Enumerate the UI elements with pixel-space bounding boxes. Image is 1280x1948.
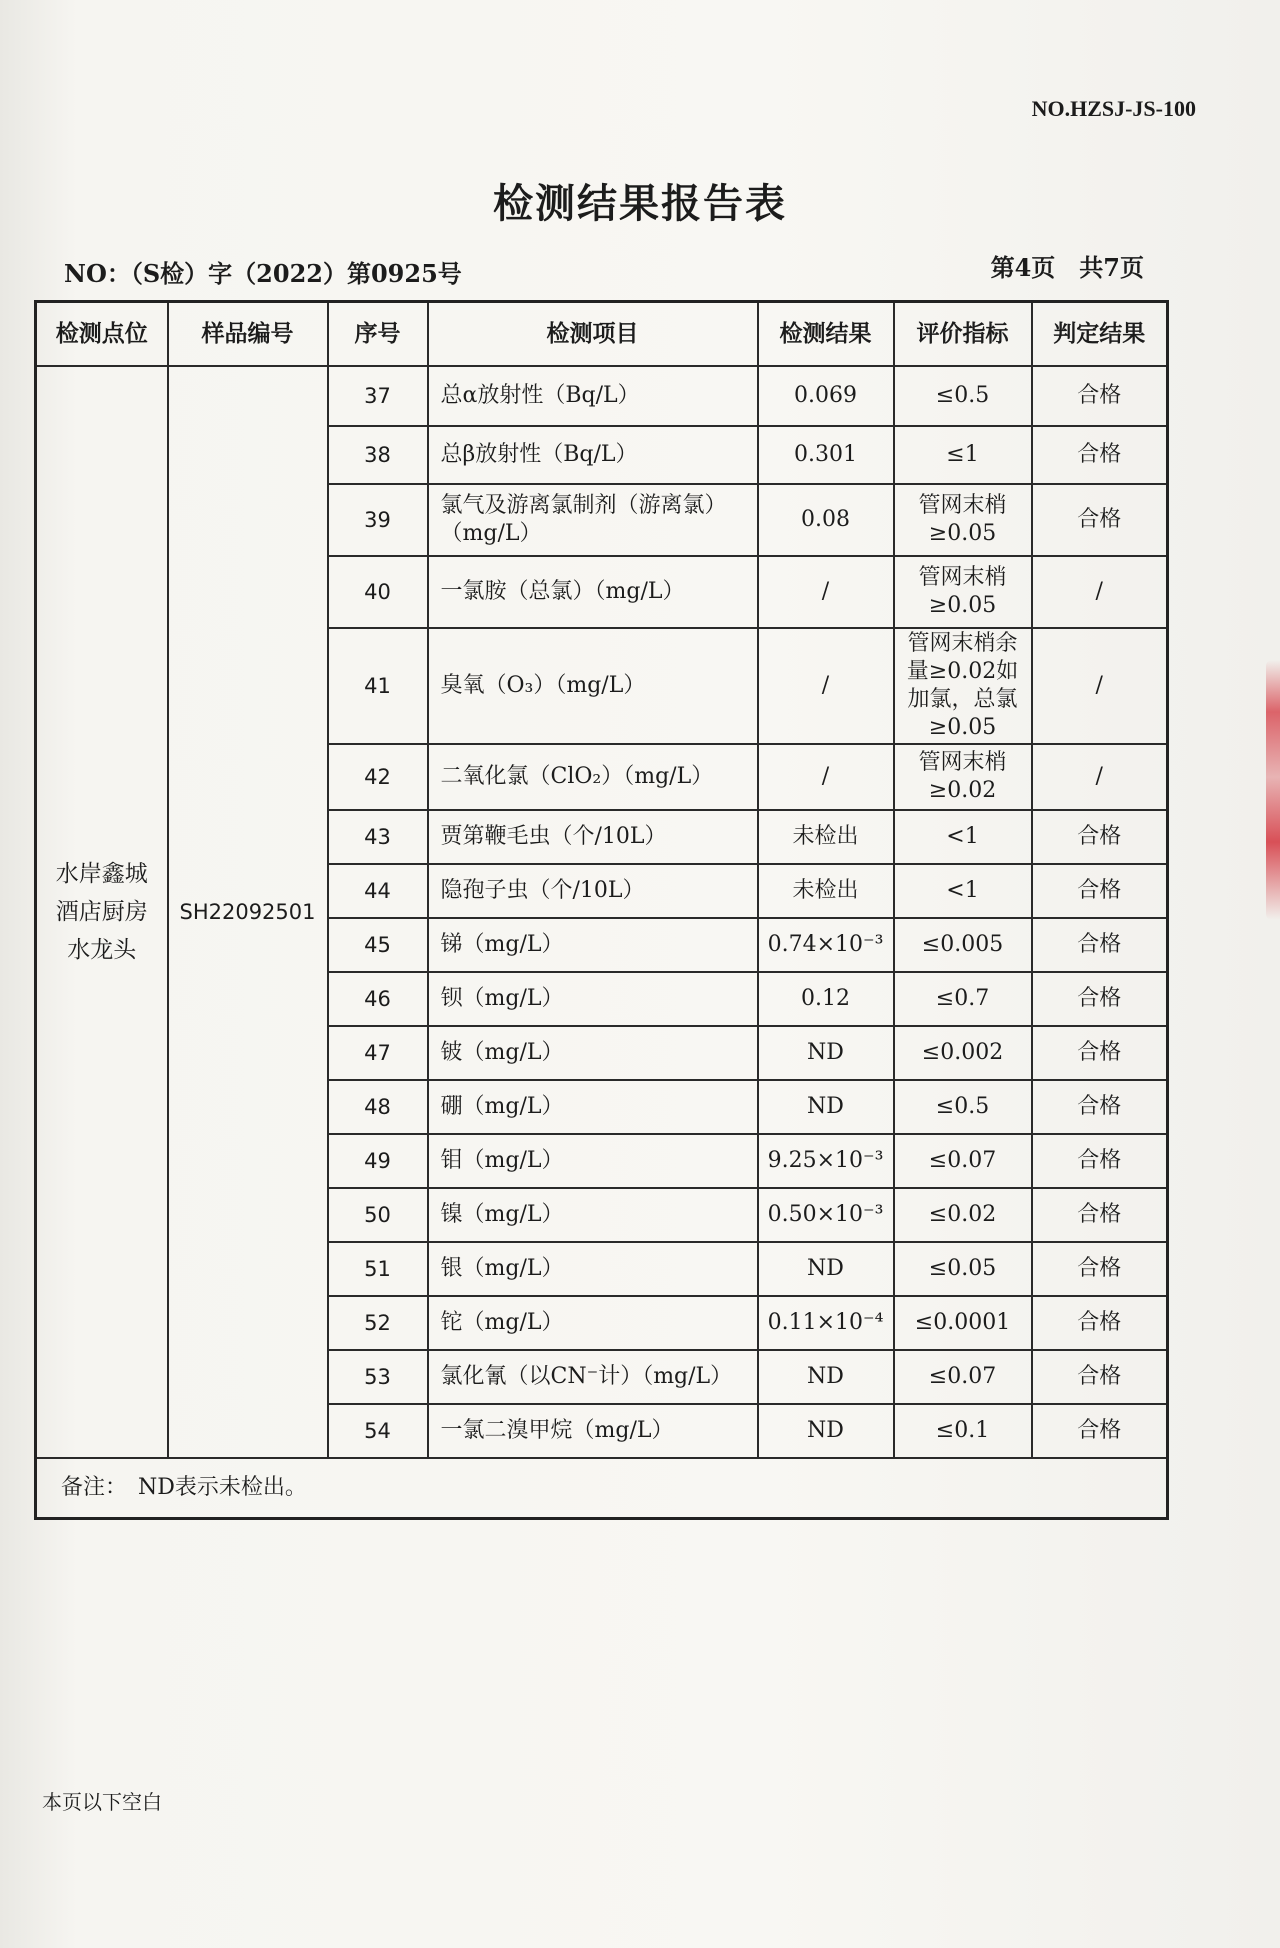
seq-cell: 40 [328, 556, 428, 628]
location-cell [36, 366, 168, 1458]
header-sample-id: 样品编号 [168, 302, 328, 367]
document-number: NO.HZSJ-JS-100 [1031, 96, 1196, 121]
footer-blank-note: 本页以下空白 [42, 1790, 162, 1814]
seq-cell: 49 [328, 1134, 428, 1188]
judgement-cell: 合格 [1032, 1188, 1168, 1242]
result-cell: ND [758, 1242, 894, 1296]
item-cell: 钼（mg/L） [428, 1134, 758, 1188]
table-row [36, 366, 1168, 426]
item-cell: 铊（mg/L） [428, 1296, 758, 1350]
standard-cell: ≤0.005 [894, 918, 1032, 972]
result-cell: 9.25×10⁻³ [758, 1134, 894, 1188]
seq-cell: 46 [328, 972, 428, 1026]
result-cell: ND [758, 1026, 894, 1080]
notes-row [36, 1458, 1168, 1519]
seq-cell: 54 [328, 1404, 428, 1458]
item-cell: 镍（mg/L） [428, 1188, 758, 1242]
page-title: 检测结果报告表 [493, 180, 787, 227]
judgement-cell: 合格 [1032, 864, 1168, 918]
judgement-cell: 合格 [1032, 918, 1168, 972]
red-stamp-edge [1266, 660, 1280, 920]
item-cell: 一氯二溴甲烷（mg/L） [428, 1404, 758, 1458]
seq-cell: 48 [328, 1080, 428, 1134]
item-cell: 氯化氰（以CN⁻计）（mg/L） [428, 1350, 758, 1404]
standard-cell: ≤0.05 [894, 1242, 1032, 1296]
judgement-cell: 合格 [1032, 1134, 1168, 1188]
seq-cell: 37 [328, 366, 428, 426]
judgement-cell: / [1032, 628, 1168, 744]
item-cell: 氯气及游离氯制剂（游离氯）（mg/L） [428, 484, 758, 556]
header-judgement: 判定结果 [1032, 302, 1168, 367]
standard-cell: ≤0.0001 [894, 1296, 1032, 1350]
standard-cell: <1 [894, 810, 1032, 864]
result-cell: / [758, 628, 894, 744]
result-cell: 0.50×10⁻³ [758, 1188, 894, 1242]
item-cell: 总β放射性（Bq/L） [428, 426, 758, 484]
item-cell: 隐孢子虫（个/10L） [428, 864, 758, 918]
seq-cell: 53 [328, 1350, 428, 1404]
judgement-cell: / [1032, 744, 1168, 810]
judgement-cell: / [1032, 556, 1168, 628]
result-cell: 未检出 [758, 810, 894, 864]
result-cell: 0.11×10⁻⁴ [758, 1296, 894, 1350]
standard-cell: ≤0.1 [894, 1404, 1032, 1458]
seq-cell: 42 [328, 744, 428, 810]
item-cell: 贾第鞭毛虫（个/10L） [428, 810, 758, 864]
judgement-cell: 合格 [1032, 810, 1168, 864]
judgement-cell: 合格 [1032, 1350, 1168, 1404]
header-result: 检测结果 [758, 302, 894, 367]
standard-cell: ≤0.002 [894, 1026, 1032, 1080]
standard-cell: ≤0.5 [894, 1080, 1032, 1134]
seq-cell: 51 [328, 1242, 428, 1296]
item-cell: 二氧化氯（ClO₂）（mg/L） [428, 744, 758, 810]
standard-cell: 管网末梢≥0.05 [894, 556, 1032, 628]
item-cell: 铍（mg/L） [428, 1026, 758, 1080]
standard-cell: ≤0.07 [894, 1350, 1032, 1404]
item-cell: 臭氧（O₃）（mg/L） [428, 628, 758, 744]
judgement-cell: 合格 [1032, 1242, 1168, 1296]
judgement-cell: 合格 [1032, 484, 1168, 556]
result-cell: 0.08 [758, 484, 894, 556]
seq-cell: 47 [328, 1026, 428, 1080]
standard-cell: 管网末梢余量≥0.02如加氯，总氯≥0.05 [894, 628, 1032, 744]
item-cell: 钡（mg/L） [428, 972, 758, 1026]
result-cell: ND [758, 1404, 894, 1458]
sample-id-cell: SH22092501 [168, 366, 328, 1458]
standard-cell: ≤0.5 [894, 366, 1032, 426]
results-table [34, 300, 1169, 1520]
seq-cell: 52 [328, 1296, 428, 1350]
header-seq: 序号 [328, 302, 428, 367]
seq-cell: 38 [328, 426, 428, 484]
result-cell: / [758, 556, 894, 628]
judgement-cell: 合格 [1032, 426, 1168, 484]
header-item: 检测项目 [428, 302, 758, 367]
standard-cell: 管网末梢≥0.05 [894, 484, 1032, 556]
standard-cell: ≤0.7 [894, 972, 1032, 1026]
report-number: NO：（S检）字（2022）第0925号 [64, 259, 462, 288]
judgement-cell: 合格 [1032, 366, 1168, 426]
seq-cell: 39 [328, 484, 428, 556]
result-cell: 0.74×10⁻³ [758, 918, 894, 972]
location-line: 酒店厨房 [55, 899, 148, 925]
report-headline [64, 248, 1144, 288]
item-cell: 银（mg/L） [428, 1242, 758, 1296]
standard-cell: ≤1 [894, 426, 1032, 484]
header-standard: 评价指标 [894, 302, 1032, 367]
result-cell: 0.301 [758, 426, 894, 484]
judgement-cell: 合格 [1032, 1026, 1168, 1080]
result-cell: 0.12 [758, 972, 894, 1026]
judgement-cell: 合格 [1032, 1404, 1168, 1458]
item-cell: 一氯胺（总氯）（mg/L） [428, 556, 758, 628]
seq-cell: 43 [328, 810, 428, 864]
location-line: 水龙头 [67, 937, 137, 963]
seq-cell: 44 [328, 864, 428, 918]
page-info: 第4页 共7页 [990, 253, 1144, 282]
standard-cell: ≤0.07 [894, 1134, 1032, 1188]
result-cell: ND [758, 1080, 894, 1134]
location-line: 水岸鑫城 [55, 861, 148, 887]
table-body [36, 366, 1168, 1519]
standard-cell: ≤0.02 [894, 1188, 1032, 1242]
item-cell: 锑（mg/L） [428, 918, 758, 972]
result-cell: / [758, 744, 894, 810]
notes-cell: 备注： ND表示未检出。 [36, 1458, 1168, 1519]
result-cell: ND [758, 1350, 894, 1404]
standard-cell: 管网末梢≥0.02 [894, 744, 1032, 810]
table-header-row [36, 302, 1168, 367]
item-cell: 硼（mg/L） [428, 1080, 758, 1134]
header-location: 检测点位 [36, 302, 168, 367]
seq-cell: 41 [328, 628, 428, 744]
judgement-cell: 合格 [1032, 1080, 1168, 1134]
judgement-cell: 合格 [1032, 972, 1168, 1026]
result-cell: 未检出 [758, 864, 894, 918]
seq-cell: 45 [328, 918, 428, 972]
judgement-cell: 合格 [1032, 1296, 1168, 1350]
seq-cell: 50 [328, 1188, 428, 1242]
item-cell: 总α放射性（Bq/L） [428, 366, 758, 426]
result-cell: 0.069 [758, 366, 894, 426]
standard-cell: <1 [894, 864, 1032, 918]
